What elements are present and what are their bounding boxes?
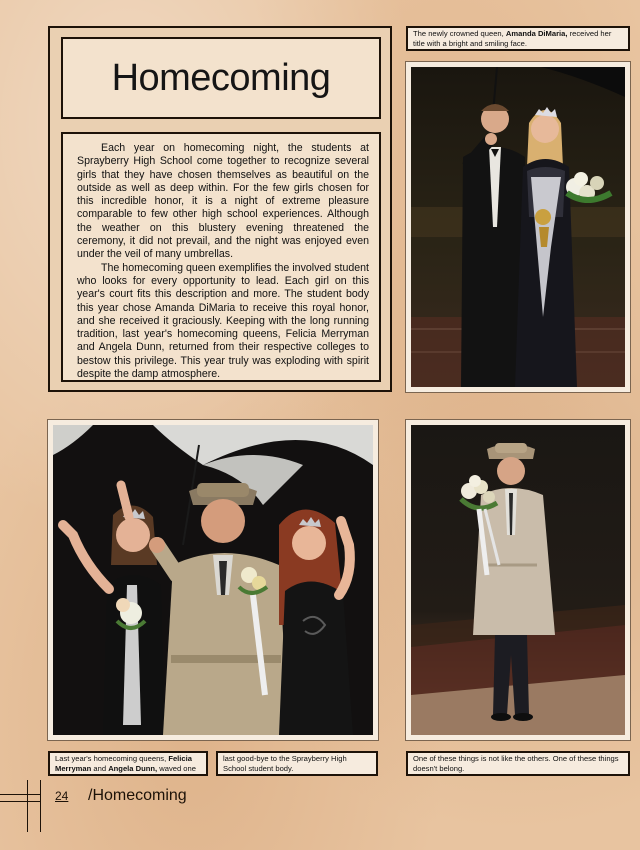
folio-rule-vertical-2 — [40, 780, 41, 832]
page-title: Homecoming — [111, 56, 331, 99]
caption-name-felicia: Felicia Merryman — [55, 754, 192, 773]
page-number: 24 — [55, 789, 69, 803]
caption-queen: The newly crowned queen, Amanda DiMaria, received her title with a bright and smiling face. — [406, 26, 630, 51]
article-body — [61, 132, 381, 382]
folio-rule-vertical-1 — [27, 780, 28, 832]
photo-crowned-queen — [406, 62, 630, 392]
caption-last-years-queens: Last year's homecoming queens, Felicia Merryman and Angela Dunn, waved one — [48, 751, 208, 776]
caption-one-of-these-things: One of these things is not like the others. One of these things doesn't belong. — [406, 751, 630, 776]
section-label: /Homecoming — [88, 787, 187, 804]
folio-rule-horizontal-1 — [0, 794, 40, 795]
title-box — [61, 37, 381, 119]
caption-queen-name: Amanda DiMaria, — [505, 29, 568, 38]
photo-man-with-bouquet — [406, 420, 630, 740]
body-paragraph-1: Each year on homecoming night, the students at Sprayberry High School come together to recognize several girls that they have chosen themselves as beautiful on the outside as well as deep within. For the few girls chosen for this incredible honor, it is a night of extreme pleasure comparable to few other high school experiences. Although the weather on this blustery evening threatened the ceremony, it did not prevail, and the night was enjoyed even under the veil of many umbrellas. — [77, 142, 369, 261]
body-paragraph-2: The homecoming queen exemplifies the involved student who looks for every opportunity to lead. Each girl on this year's court fits this description and more. The student body this year chose Amanda DiMaria to receive this royal honor, and she received it graciously. Keeping with the long running tradition, last year's homecoming queens, Felicia Merryman and Angela Dunn, returned from their respective colleges to bestow this privilege. This year truly was exploding with spirit despite the damp atmosphere. — [77, 261, 369, 381]
photo-last-years-queens — [48, 420, 378, 740]
caption-name-angela: Angela Dunn, — [108, 763, 158, 773]
folio-rule-horizontal-2 — [0, 801, 40, 802]
caption-goodbye: last good-bye to the Sprayberry High School student body. — [216, 751, 378, 776]
